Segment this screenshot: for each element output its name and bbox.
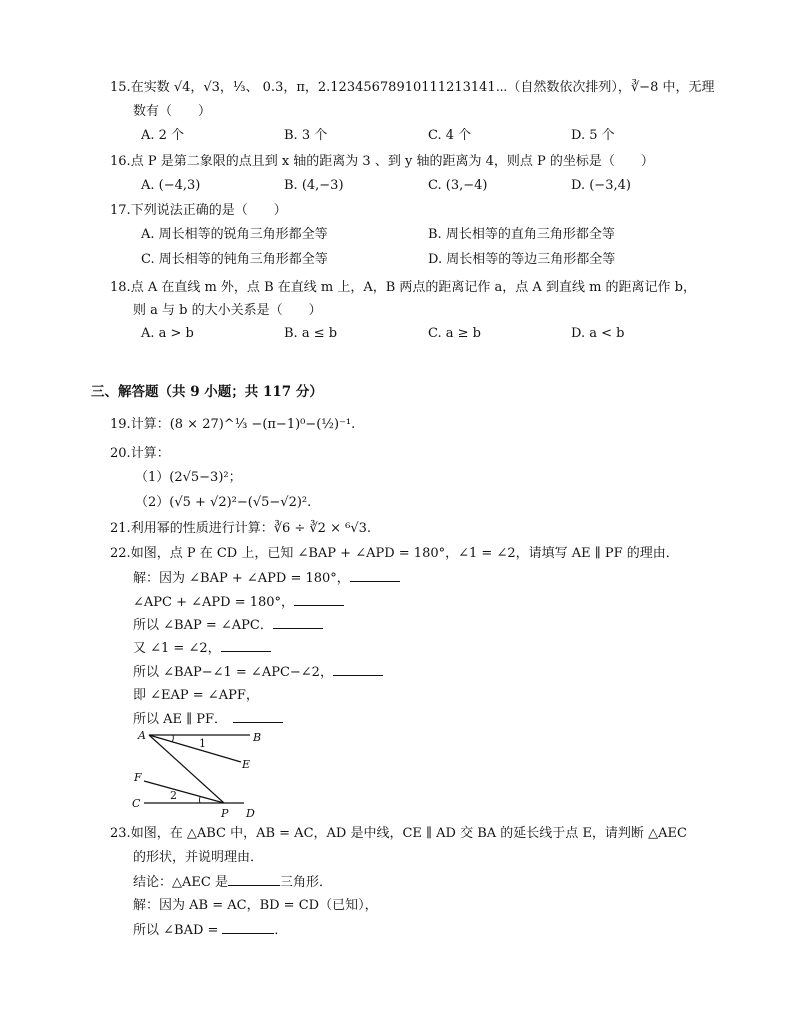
q23-conclusion-text-a: 结论：△AEC 是 <box>133 875 228 890</box>
q22-step-5-text: 所以 ∠BAP−∠1 = ∠APC−∠2， <box>133 665 333 680</box>
q18-option-d[interactable]: D. a < b <box>571 326 625 341</box>
q18-option-c[interactable]: C. a ≥ b <box>428 326 481 341</box>
q20-text: 计算： <box>130 446 170 461</box>
q17-option-a[interactable]: A. 周长相等的锐角三角形都全等 <box>141 227 328 242</box>
q17-option-d[interactable]: D. 周长相等的等边三角形都全等 <box>428 252 616 267</box>
q23-blank-bad[interactable] <box>222 921 274 934</box>
q17-line1 <box>110 202 287 220</box>
q22-step-1-text: 解：因为 ∠BAP + ∠APD = 180°， <box>133 571 350 586</box>
q22-line <box>110 545 679 563</box>
q19-line <box>110 416 355 434</box>
q15-option-d[interactable]: D. 5 个 <box>571 128 615 143</box>
q22-blank-2[interactable] <box>294 593 344 606</box>
q22-blank-5[interactable] <box>333 663 383 676</box>
label-c: C <box>132 797 141 810</box>
q22-step-3 <box>133 616 323 635</box>
q23-solution-2: 所以 ∠BAD = ． <box>133 923 288 938</box>
q23-conclusion-text-b: 三角形． <box>279 875 332 890</box>
q16-option-c[interactable]: C. (3,−4) <box>428 178 488 193</box>
q23-solution-2-text: 所以 ∠BAD = <box>133 923 219 938</box>
q20-number: 20. <box>110 446 131 461</box>
q22-blank-4[interactable] <box>221 639 271 652</box>
q23-blank-conclusion[interactable] <box>228 873 280 886</box>
q22-step-5 <box>133 663 383 682</box>
q17-number: 17. <box>110 203 131 218</box>
q18-text-line1: 点 A 在直线 m 外，点 B 在直线 m 上，A，B 两点的距离记作 a，点 A 到直线 m 的距离记作 b， <box>130 280 696 295</box>
q22-blank-1[interactable] <box>350 569 400 582</box>
q16-line1 <box>110 153 654 171</box>
q16-option-d[interactable]: D. (−3,4) <box>571 178 631 193</box>
label-p: P <box>221 807 229 820</box>
q23-number: 23. <box>110 826 131 841</box>
q22-step-1 <box>133 569 400 588</box>
q20-sub1: （1）(2√5−3)²； <box>135 470 242 485</box>
q22-step-2-text: ∠APC + ∠APD = 180°， <box>133 595 295 610</box>
q22-step-4-text: 又 ∠1 = ∠2， <box>133 641 221 656</box>
q16-option-b[interactable]: B. (4,−3) <box>284 178 344 193</box>
q18-option-b[interactable]: B. a ≤ b <box>284 326 338 341</box>
label-b: B <box>253 731 262 744</box>
q18-line1 <box>110 279 696 297</box>
q20-line <box>110 445 170 463</box>
label-a: A <box>138 729 146 742</box>
q16-number: 16. <box>110 154 131 169</box>
q16-option-a[interactable]: A. (−4,3) <box>141 178 201 193</box>
q22-step-6: 即 ∠EAP = ∠APF， <box>133 688 259 703</box>
q21-text: 利用幂的性质进行计算：∛6 ÷ ∛2 × ⁶√3. <box>130 521 372 536</box>
section-3-heading: 三、解答题（共 9 小题；共 117 分） <box>91 384 323 400</box>
q23-line1 <box>110 825 687 843</box>
q15-text-line2: 数有（ ） <box>133 104 212 119</box>
angle-2-arc <box>200 797 201 803</box>
q17-text: 下列说法正确的是（ ） <box>130 203 287 218</box>
q15-option-b[interactable]: B. 3 个 <box>284 128 328 143</box>
q21-line <box>110 520 371 538</box>
label-f: F <box>134 771 142 784</box>
q17-option-c[interactable]: C. 周长相等的钝角三角形都全等 <box>141 252 328 267</box>
q22-geometry-figure <box>128 726 273 820</box>
q16-text: 点 P 是第二象限的点且到 x 轴的距离为 3 、到 y 轴的距离为 4，则点 P 的坐标是（ ） <box>130 154 654 169</box>
label-angle-2: 2 <box>170 789 177 802</box>
q18-option-a[interactable]: A. a > b <box>141 326 194 341</box>
q15-option-c[interactable]: C. 4 个 <box>428 128 472 143</box>
q17-option-b[interactable]: B. 周长相等的直角三角形都全等 <box>428 227 615 242</box>
q15-number: 15. <box>110 80 131 95</box>
q18-text-line2: 则 a 与 b 的大小关系是（ ） <box>133 303 322 318</box>
q23-text-line2: 的形状，并说明理由． <box>133 850 264 865</box>
q22-number: 22. <box>110 546 131 561</box>
q22-text: 如图，点 P 在 CD 上，已知 ∠BAP + ∠APD = 180°，∠1 = ∠2，请填写 AE ∥ PF 的理由． <box>130 546 679 561</box>
line-ae <box>149 735 241 762</box>
q22-blank-6[interactable] <box>233 710 283 723</box>
q19-number: 19. <box>110 417 131 432</box>
q22-step-2 <box>133 593 344 612</box>
q23-text-line1: 如图，在 △ABC 中，AB = AC，AD 是中线，CE ∥ AD 交 BA 的延长线于点 E，请判断 △AEC <box>130 826 687 841</box>
q21-number: 21. <box>110 521 131 536</box>
q19-text: 计算：(8 × 27)^⅓ −(π−1)⁰−(½)⁻¹. <box>130 417 356 432</box>
q22-step-3-text: 所以 ∠BAP = ∠APC． <box>133 618 273 633</box>
angle-1-arc <box>172 735 173 742</box>
q15-line1 <box>110 79 714 97</box>
q15-option-a[interactable]: A. 2 个 <box>141 128 185 143</box>
q15-text-line1: 在实数 √4，√3，⅓、 0.3，π，2.12345678910111213141⋯（自然数依次排列），∛−8 中，无理 <box>130 80 715 95</box>
q22-step-4 <box>133 639 271 658</box>
label-e: E <box>242 758 251 771</box>
q20-sub2: （2）(√5 + √2)²−(√5−√2)². <box>135 495 312 510</box>
q23-solution-1: 解：因为 AB = AC，BD = CD（已知）， <box>133 898 378 913</box>
q22-blank-3[interactable] <box>273 616 323 629</box>
label-angle-1: 1 <box>199 737 206 750</box>
q18-number: 18. <box>110 280 131 295</box>
q23-conclusion <box>133 873 332 892</box>
q22-step-7-text: 所以 AE ∥ PF． <box>133 712 228 727</box>
label-d: D <box>246 807 255 820</box>
